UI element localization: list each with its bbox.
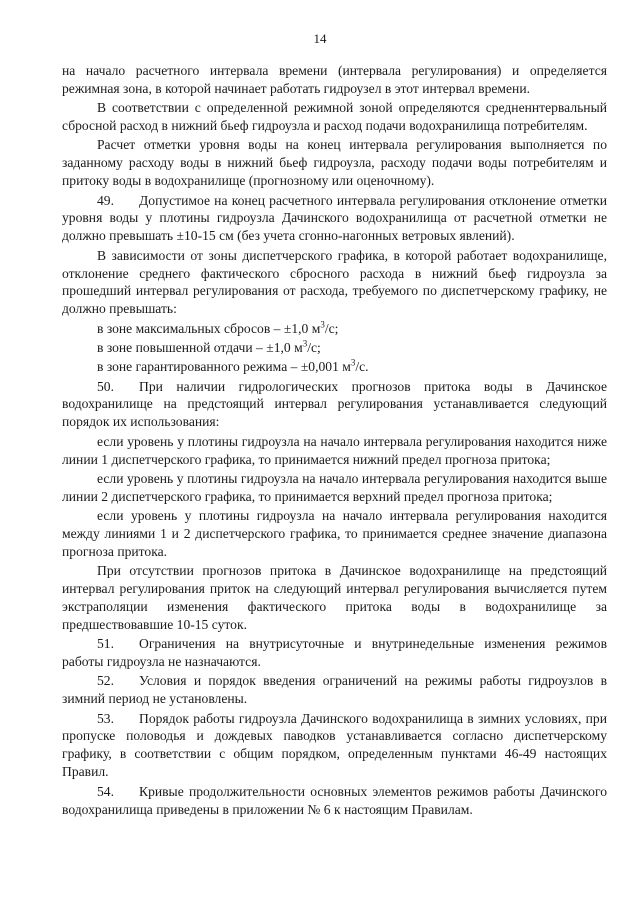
list-item-text: в зоне максимальных сбросов – ±1,0 м [97,320,321,336]
document-body [62,62,607,820]
list-item-unit: /с; [324,320,339,336]
superscript: 3 [320,319,325,330]
clause-53 [62,710,607,782]
list-item-text: в зоне повышенной отдачи – ±1,0 м [97,339,303,355]
clause-number: 49. [97,192,114,208]
list-item-text: в зоне гарантированного режима – ±0,001 м [97,359,351,375]
paragraph-between-lines: если уровень у плотины гидроузла на начало интервала регулирования находится между линиями 1 и 2 диспетчерского графика, то принимается среднее значение диапазона прогноза притока. [62,508,607,559]
paragraph-no-forecast: При отсутствии прогнозов притока в Дачинское водохранилище на предстоящий интервал регулирования приток на следующий интервал регулирования вычисляется путем экстраполяции изменения фактического притока воды в водохранилище за предшествовавшие 10-15 суток. [62,563,607,632]
superscript: 3 [350,357,356,368]
clause-number: 53. [97,710,114,726]
clause-50 [62,378,607,432]
paragraph-above-line-2: если уровень у плотины гидроузла на начало интервала регулирования находится выше линии 2 диспетчерского графика, то принимается верхний предел прогноза притока; [62,470,607,504]
clause-51 [62,635,607,671]
clause-text: Условия и порядок введения ограничений на режимы работы гидроузлов в зимний период не установлены. [62,673,607,707]
page-number: 14 [313,31,327,46]
list-item-increased-output [62,339,607,357]
list-item-unit: /с; [307,339,321,355]
list-item-max-discharge [62,320,607,338]
clause-54 [62,783,607,819]
paragraph-deviation-intro: В зависимости от зоны диспетчерского графика, в которой работает водохранилище, отклонение среднего фактического сбросного расхода в нижний бьеф гидроузла за прошедший интервал регулирования от расхода, требуемого по диспетчерскому графику, не должно превышать: [62,247,607,317]
clause-number: 50. [97,378,114,394]
paragraph-level-calculation: Расчет отметки уровня воды на конец интервала регулирования выполняется по заданному расходу воды в нижний бьеф гидроузла, расходу подачи воды потребителям и притоку воды в водохранилище (прогнозному или оценочному). [62,137,607,189]
list-item-unit: /с. [355,359,369,375]
paragraph-regime-zone: В соответствии с определенной режимной зоной определяются средненнтервальный сбросной расход в нижний бьеф гидроузла и расход подачи водохранилища потребителям. [62,100,607,134]
clause-text: Ограничения на внутрисуточные и внутринедельные изменения режимов работы гидроузла не назначаются. [62,636,607,670]
superscript: 3 [302,338,308,349]
paragraph-below-line-1: если уровень у плотины гидроузла на начало интервала регулирования находится ниже линии 1 диспетчерского графика, то принимается нижний предел прогноза притока; [62,433,607,467]
clause-number: 51. [97,636,114,652]
clause-text: При наличии гидрологических прогнозов притока воды в Дачинское водохранилище на предстоящий интервал регулирования устанавливается следующий порядок их использования: [62,378,607,430]
clause-text: Допустимое на конец расчетного интервала регулирования отклонение отметки уровня воды у плотины гидроузла Дачинского водохранилища от расчетной отметки не должно превышать ±10-15 см (без учета сгонно-нагонных ветровых явлений). [62,192,607,244]
clause-number: 52. [97,673,114,689]
clause-number: 54. [97,783,114,799]
clause-52 [62,672,607,708]
clause-49 [62,192,607,246]
clause-text: Кривые продолжительности основных элементов режимов работы Дачинского водохранилища приведены в приложении № 6 к настоящим Правилам. [62,783,607,817]
clause-text: Порядок работы гидроузла Дачинского водохранилища в зимних условиях, при пропуске половодья и дождевых паводков устанавливается согласно диспетчерскому графику, в соответствии с общим порядком, определенным пунктами 46-49 настоящих Правил. [62,710,607,780]
list-item-guaranteed-mode [62,358,607,376]
paragraph-continuation: на начало расчетного интервала времени (интервала регулирования) и определяется режимная зона, в которой начинает работать гидроузел в этот интервал времени. [62,63,607,96]
